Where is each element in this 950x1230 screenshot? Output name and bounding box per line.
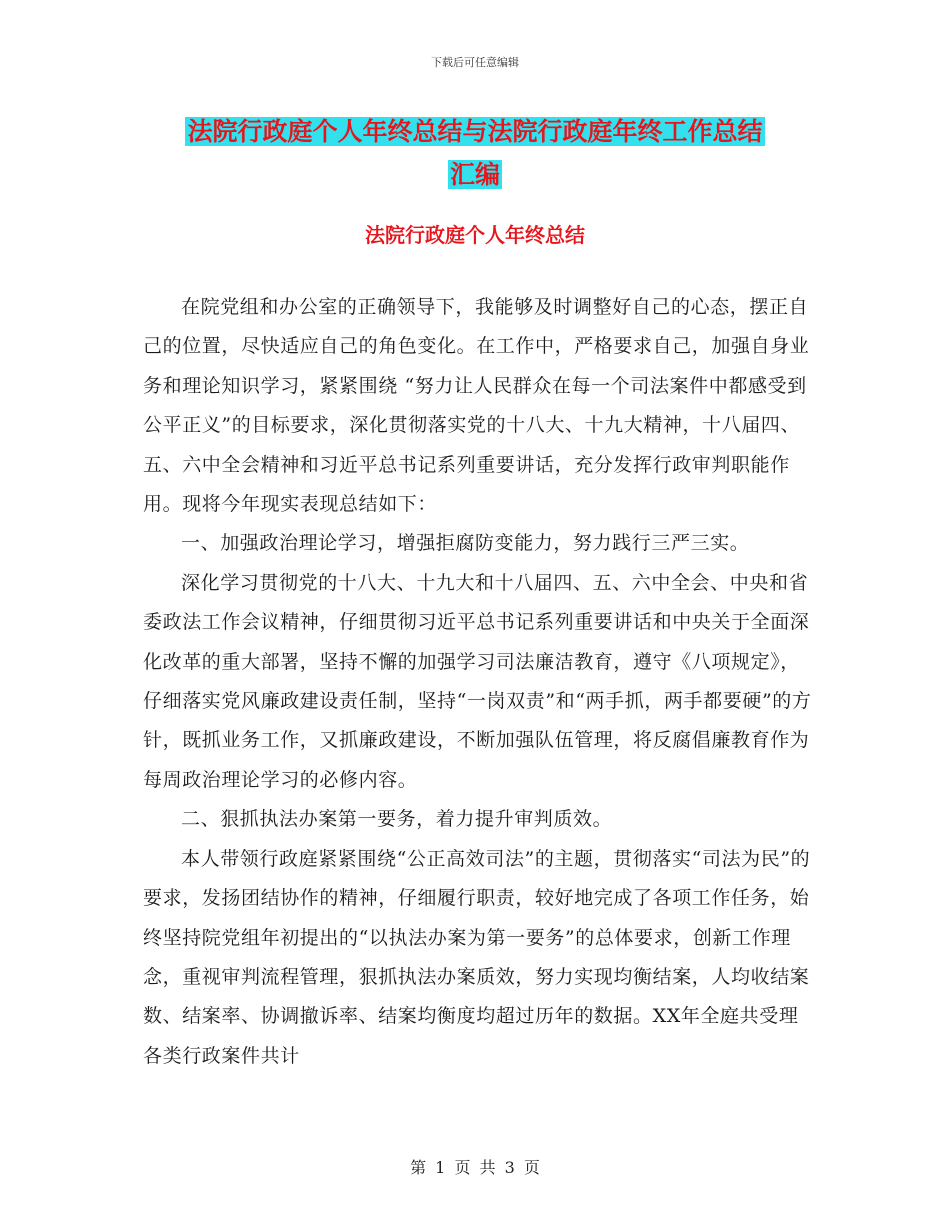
document-title-text-2: 汇编	[449, 160, 500, 189]
document-title-text-1: 法院行政庭个人年终总结与法院行政庭年终工作总结	[187, 117, 763, 146]
document-title-line-1	[0, 113, 950, 150]
paragraph-intro: 在院党组和办公室的正确领导下，我能够及时调整好自己的心态，摆正自己的位置，尽快适应自己的角色变化。在工作中，严格要求自己，加强自身业务和理论知识学习，紧紧围绕 “努力让人民群众在每一个司法案件中都感受到公平正义”的目标要求，深化贯彻落实党的十八大、十九大精神，十八届四、五、六中全会精神和习近平总书记系列重要讲话，充分发挥行政审判职能作用。现将今年现实表现总结如下：	[143, 296, 810, 516]
section-title: 法院行政庭个人年终总结	[365, 223, 585, 247]
document-body	[143, 288, 813, 1076]
paragraph-heading-1: 一、加强政治理论学习，增强拒腐防变能力，努力践行三严三实。	[181, 532, 750, 555]
page-number-footer: 第 1 页 共 3 页	[410, 1158, 540, 1177]
paragraph-study: 深化学习贯彻党的十八大、十九大和十八届四、五、六中全会、中央和省委政法工作会议精神，仔细贯彻习近平总书记系列重要讲话和中央关于全面深化改革的重大部署，坚持不懈的加强学习司法廉洁教育，遵守《八项规定》，仔细落实党风廉政建设责任制，坚持“一岗双责”和“两手抓，两手都要硬”的方针，既抓业务工作，又抓廉政建设，不断加强队伍管理，将反腐倡廉教育作为每周政治理论学习的必修内容。	[143, 571, 812, 791]
paragraph-casework: 本人带领行政庭紧紧围绕“公正高效司法”的主题，贯彻落实“司法为民”的要求，发扬团结协作的精神，仔细履行职责，较好地完成了各项工作任务，始终坚持院党组年初提出的“以执法办案为第一要务”的总体要求，创新工作理念，重视审判流程管理，狠抓执法办案质效，努力实现均衡结案，人均收结案数、结案率、协调撤诉率、结案均衡度均超过历年的数据。XX年全庭共受理各类行政案件共计	[143, 847, 811, 1067]
document-title-line-2	[0, 156, 950, 193]
header-note: 下载后可任意编辑	[431, 56, 519, 69]
paragraph-heading-2: 二、狠抓执法办案第一要务，着力提升审判质效。	[181, 808, 613, 831]
